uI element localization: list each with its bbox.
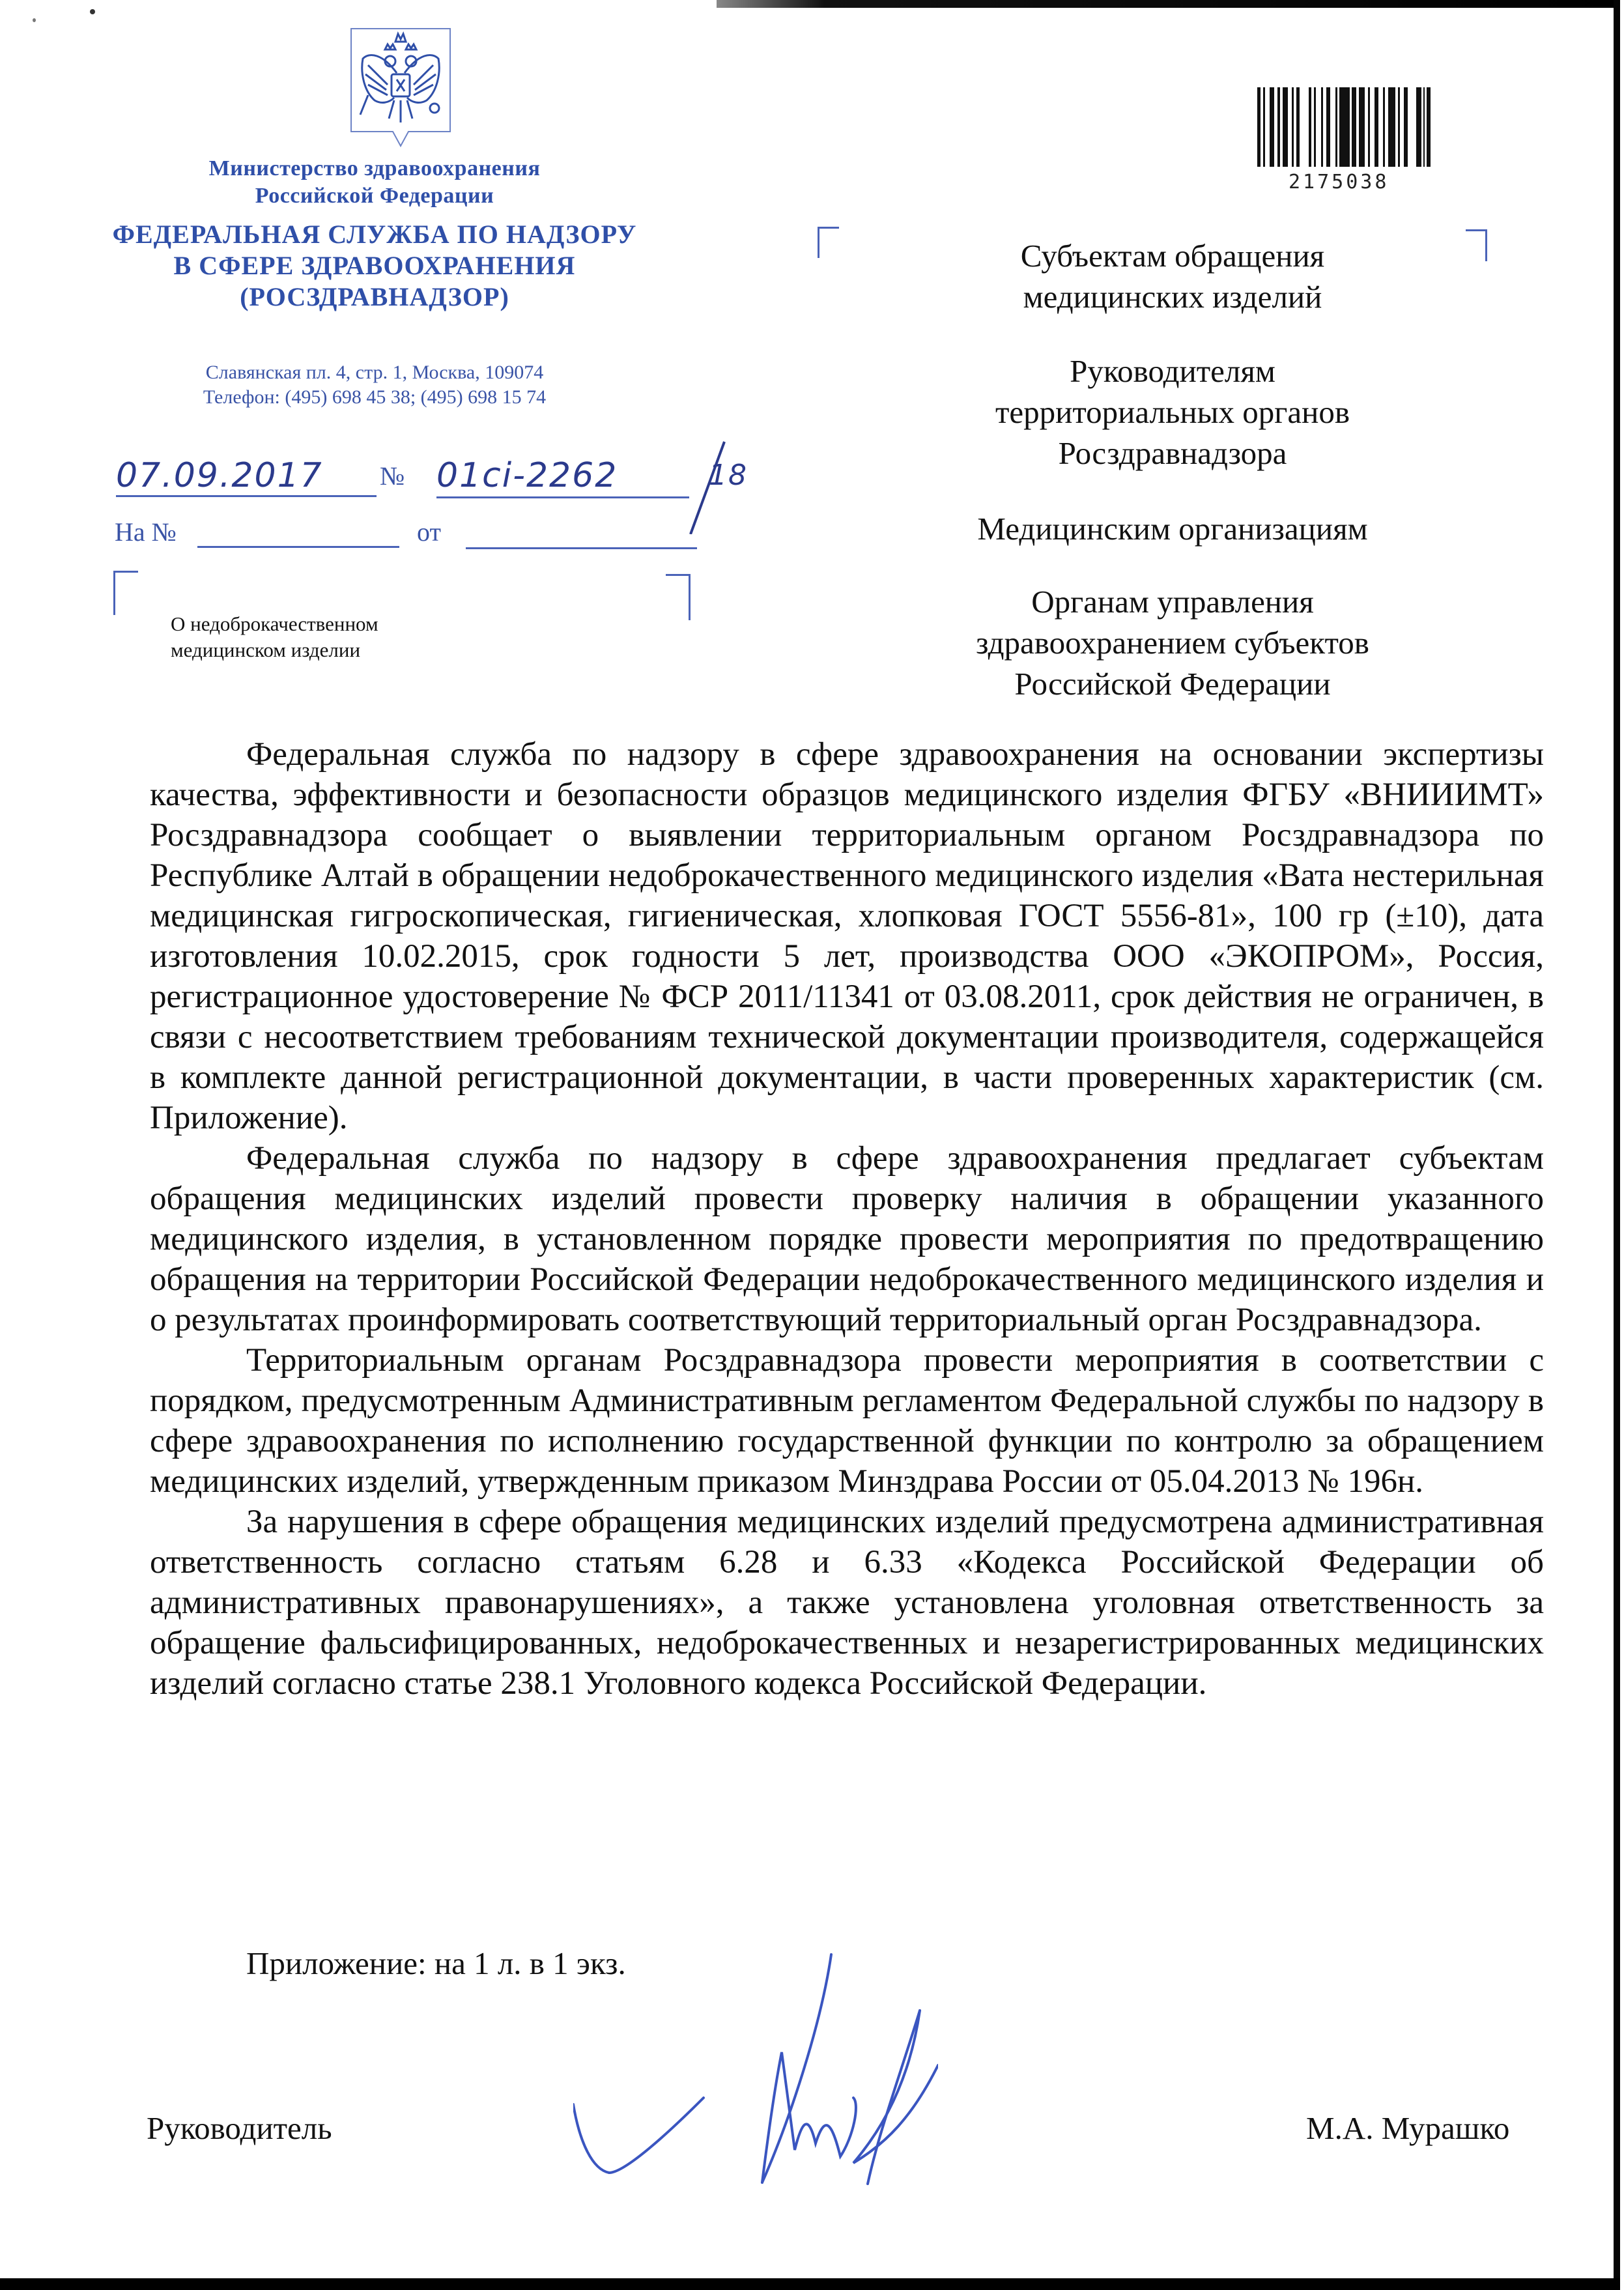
attachment-note: Приложение: на 1 л. в 1 экз. (246, 1945, 626, 1981)
subject-line-2: медицинском изделии (171, 638, 361, 661)
scan-edge-top (717, 0, 1617, 8)
service-line-3: (РОСЗДРАВНАДЗОР) (240, 282, 509, 311)
addressee-4-line-2: здравоохранением субъектов (976, 625, 1369, 661)
outgoing-number-suffix: 18 (709, 459, 748, 492)
service-name (98, 219, 651, 313)
body-paragraph-4: За нарушения в сфере обращения медицинских изделий предусмотрена административная ответственность согласно статьям 6.28 и 6.33 «Кодекса Российской Федерации об административных правонарушениях», а также установлена уголовная ответственность за обращение фальсифицированных, недоброкачественных и незарегистрированных медицинских изделий согласно статье 238.1 Уголовного кодекса Российской Федерации. (150, 1504, 1544, 1702)
phone-line: Телефон: (495) 698 45 38; (495) 698 15 74 (203, 386, 547, 408)
scan-speck (90, 9, 95, 14)
addressee-1-line-2: медицинских изделий (1023, 279, 1322, 315)
reply-date-label: от (417, 517, 441, 547)
addressee-bracket-left (818, 227, 839, 258)
body-paragraph-2: Федеральная служба по надзору в сфере здравоохранения предлагает субъектам обращения медицинских изделий провести проверку наличия в обращении указанного медицинского изделия, в установленном порядке провести мероприятия по предотвращению обращения на территории Российской Федерации недоброкачественного медицинского изделия и о результатах проинформировать соответствующий территориальный орган Росздравнадзора. (150, 1140, 1544, 1338)
addressee-4-line-1: Органам управления (1031, 584, 1314, 620)
addressee-1-line-1: Субъектам обращения (1020, 238, 1325, 274)
ministry-line-2: Российской Федерации (255, 184, 494, 208)
addressee-block (892, 351, 1453, 474)
letter-body (150, 734, 1544, 1704)
reply-date-field (466, 547, 697, 549)
address-block (98, 360, 651, 410)
scan-edge-right (1614, 0, 1620, 2290)
addressee-bracket-right (1466, 229, 1487, 261)
outgoing-number: 01сі-2262 (436, 456, 618, 495)
ministry-line-1: Министерство здравоохранения (208, 156, 541, 180)
reply-number-label: На № (115, 517, 177, 547)
subject-line-1: О недоброкачественном (171, 612, 378, 635)
service-line-1: ФЕДЕРАЛЬНАЯ СЛУЖБА ПО НАДЗОРУ (112, 220, 637, 249)
scan-speck (33, 18, 36, 22)
addressee-4-line-3: Российской Федерации (1014, 666, 1331, 702)
addressee-2-line-1: Руководителям (1070, 353, 1275, 389)
subject-line (171, 611, 378, 663)
addressee-2-line-3: Росздравнадзора (1058, 435, 1287, 471)
scan-edge-bottom (0, 2278, 1620, 2290)
signature-icon (573, 1948, 938, 2222)
addressee-3-line-1: Медицинским организациям (977, 511, 1368, 547)
number-sign-label: № (380, 461, 405, 491)
address-line: Славянская пл. 4, стр. 1, Москва, 109074 (205, 362, 544, 383)
addressee-2-line-2: территориальных органов (995, 394, 1350, 430)
signer-title: Руководитель (147, 2110, 332, 2146)
coat-of-arms-icon (349, 27, 453, 148)
addressee-block (892, 508, 1453, 549)
outgoing-number-field (436, 456, 689, 498)
outgoing-date: 07.09.2017 (116, 456, 323, 495)
addressee-block (892, 581, 1453, 704)
addressee-block (892, 235, 1453, 317)
body-paragraph-1: Федеральная служба по надзору в сфере здравоохранения на основании экспертизы качества, эффективности и безопасности образцов медицинского изделия ФГБУ «ВНИИИМТ» Росздравнадзора сообщает о выявлении территориальным органом Росздравнадзора по Республике Алтай в обращении недоброкачественного медицинского изделия «Вата нестерильная медицинская гигроскопическая, гигиеническая, хлопковая ГОСТ 5556-81», 100 гр (±10), дата изготовления 10.02.2015, срок годности 5 лет, производства ООО «ЭКОПРОМ», Россия, регистрационное удостоверение № ФСР 2011/11341 от 03.08.2011, срок действия не ограничен, в связи с несоответствием требованиям технической документации производителя, содержащейся в комплекте данной регистрационной документации, в части проверенных характеристик (см. Приложение). (150, 736, 1544, 1136)
signer-name: М.А. Мурашко (1306, 2110, 1510, 2146)
body-paragraph-3: Территориальным органам Росздравнадзора провести мероприятия в соответствии с порядком, предусмотренным Административным регламентом Федеральной службы по надзору в сфере здравоохранения по исполнению государственной функции по контролю за обращением медицинских изделий, утвержденным приказом Минздрава России от 05.04.2013 № 196н. (150, 1342, 1544, 1500)
barcode (1257, 87, 1453, 167)
reply-number-field (197, 546, 399, 548)
outgoing-date-field (116, 456, 377, 497)
subject-bracket-left (113, 571, 138, 615)
subject-bracket-right (666, 574, 691, 620)
ministry-name (98, 155, 651, 210)
service-line-2: В СФЕРЕ ЗДРАВООХРАНЕНИЯ (173, 251, 576, 280)
barcode-number: 2175038 (1289, 171, 1389, 193)
